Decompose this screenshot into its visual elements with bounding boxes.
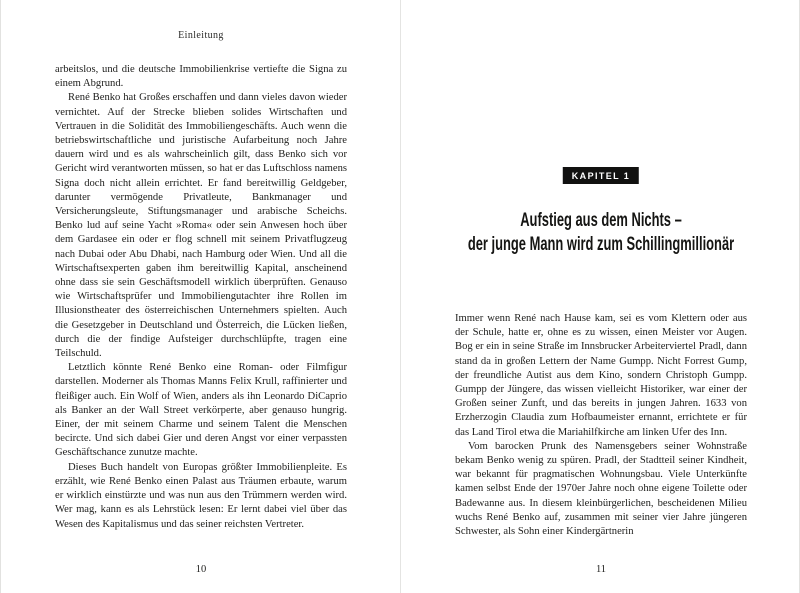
running-head-left: Einleitung [178, 30, 224, 41]
page-number-left: 10 [195, 564, 207, 575]
chapter-title [465, 209, 737, 257]
page-number-right: 11 [595, 564, 607, 575]
chapter-title-line-2: der junge Mann wird zum Schillingmillionär [467, 234, 735, 255]
paragraph: Letztlich könnte René Benko eine Roman- oder Filmfigur darstellen. Moderner als Thomas Manns Felix Krull, raffinierter und fleißiger auch. Ein Wolf of Wien, anders als ihn Leonardo DiCaprio als Banker an der Wall Street verkörperte, aber genauso hungrig. Einer, der mit seinem Charme und seinem Talent die Menschen becircte. Und sich dabei Gier und deren Angst vor einer verpassten Geschäftschance zunutze machte. [55, 362, 347, 459]
page-left [1, 0, 401, 593]
chapter-title-line-1: Aufstieg aus dem Nichts – [520, 210, 682, 231]
paragraph: Vom barocken Prunk des Namensgebers seiner Wohnstraße bekam Benko wenig zu spüren. Pradl, der Stadtteil seiner Kindheit, war bekannt für pragmatischen Wohnungsbau. Viele Unterkünfte kamen selbst Ende der 1970er Jahre noch ohne eigene Toilette oder Badewanne aus. In diesem kleinbürgerlichen, bescheidenen Milieu wuchs René Benko auf, zusammen mit seiner vier Jahre jüngeren Schwester, als Sohn einer Kindergärtnerin [455, 440, 747, 538]
chapter-badge: KAPITEL 1 [563, 167, 639, 184]
paragraph-chapter-opening: Immer wenn René nach Hause kam, sei es vom Klettern oder aus der Schule, hatte er, ohne es zu wissen, einen Meister vor Augen. Bog er ein in seine Straße im Innsbrucker Arbeiterviertel Pradl, dann stand da in großen Lettern der Name Gumpp. Nicht Forrest Gump, der freundliche Autist aus dem Kino, sondern Christoph Gumpp. Gumpp der Jüngere, das wissen vielleicht Historiker, war einer der Großen seiner Zunft, und das bereits in jungen Jahren. 1633 von Erzherzogin Claudia zum Hofbaumeister ernannt, errichtete er für das Land Tirol etwa die Mariahilfkirche am linken Ufer des Inn. [455, 313, 747, 438]
page-right [401, 0, 800, 593]
right-page-text-column [455, 312, 747, 539]
left-page-text-column [55, 63, 347, 532]
paragraph: René Benko hat Großes erschaffen und dann vieles davon wieder vernichtet. Auf der Strecke blieben solides Wirtschaften und Vertrauen in die Solidität des Immobiliengeschäfts. Auch wenn die betriebswirtschaftliche und juristische Aufarbeitung noch Jahre dauern wird und es als wahrscheinlich gilt, dass Benko sich vor Gericht wird verantworten müssen, so hat er das Luftschloss namens Signa doch nicht allein errichtet. Er fand bereitwillig Geldgeber, darunter vermögende Privatleute, Bankmanager und Versicherungsleute, Stiftungsmanager und arabische Scheichs. Benko lud auf seine Yacht »Roma« oder sein Anwesen hoch über dem Gardasee ein oder er flog schnell mit seinem Privatflugzeug nach Dubai oder Abu Dhabi, nach Hamburg oder Wien. Und all die Wirtschaftsexperten gaben ihm bereitwillig Kapital, anscheinend ohne dass sie sein Geschäftsmodell wirklich überprüften. Genauso wie Wirtschaftsprüfer und Immobiliengutachter ihre Rollen im Illusionstheater des österreichischen Unternehmers spielten. Auch die Gesetzgeber in Deutschland und Österreich, die Lücken ließen, durch die der findige Aufsteiger durchschlüpfte, tragen eine Teilschuld. [55, 92, 347, 360]
paragraph: Dieses Buch handelt von Europas größter Immobilienpleite. Es erzählt, wie René Benko einen Palast aus Träumen erbaute, warum er wirklich einstürzte und was nun aus den Trümmern werden wird. Wer mag, kann es als Lehrstück lesen: Er lernt dabei viel über das Wesen des Kapitalismus und das seiner reichsten Vertreter. [55, 461, 347, 530]
paragraph-continuation: arbeitslos, und die deutsche Immobilienkrise vertiefte die Signa zu einem Abgrund. [55, 64, 347, 90]
